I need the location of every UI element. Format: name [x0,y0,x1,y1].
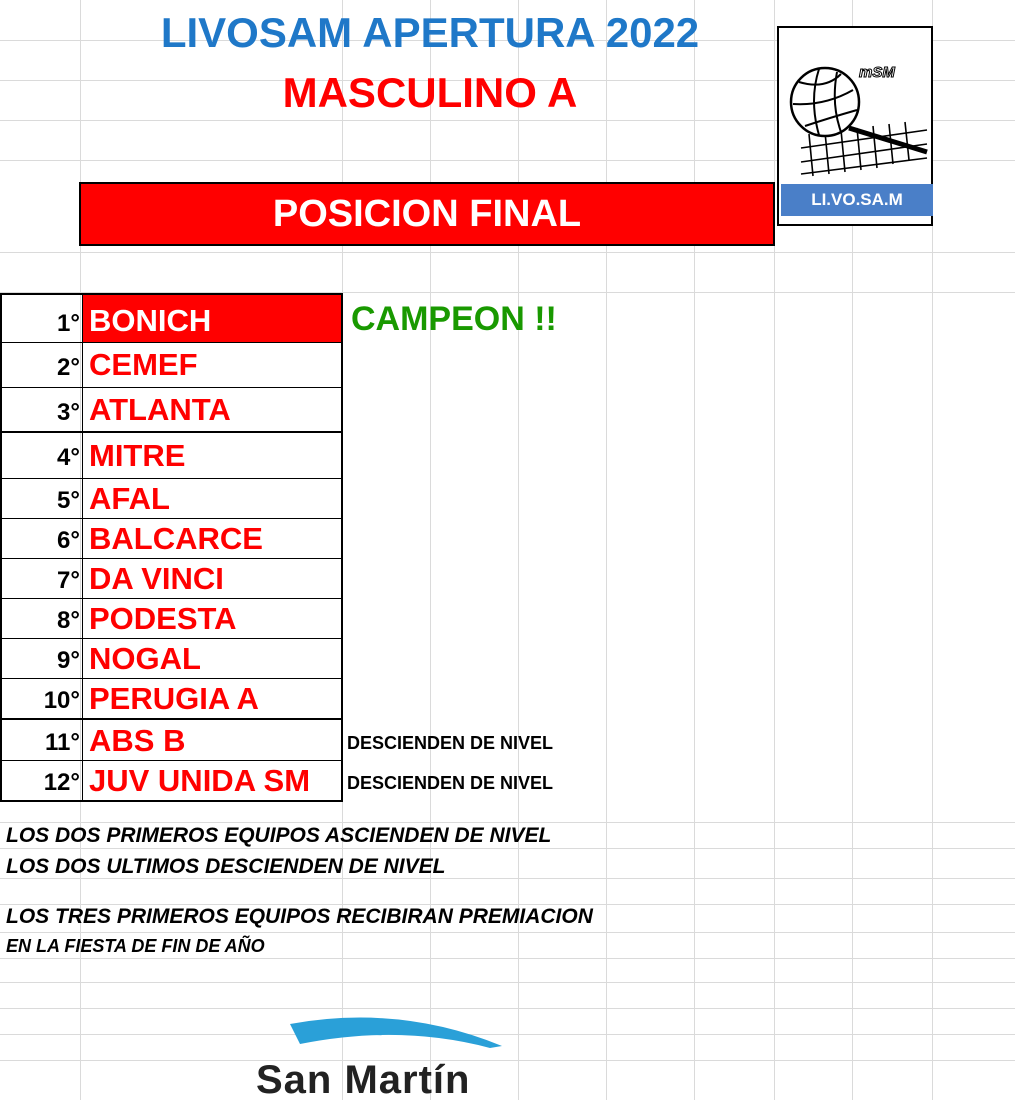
team-cell: JUV UNIDA SM [82,761,341,800]
team-cell: CEMEF [82,343,341,387]
sponsor-name: San Martín [256,1058,471,1102]
position-cell: 6° [57,527,80,554]
team-cell: PERUGIA A [82,679,341,718]
position-cell: 10° [43,687,80,714]
team-cell: DA VINCI [82,559,341,598]
rule-promotion: LOS DOS PRIMEROS EQUIPOS ASCIENDEN DE NIVEL [6,824,552,847]
team-cell: MITRE [82,433,341,478]
logo-emblem-text: mSM [859,64,895,81]
rule-awards-event: EN LA FIESTA DE FIN DE AÑO [6,936,265,956]
table-row [2,720,341,761]
position-cell: 11° [45,729,80,756]
arc-icon [250,1010,550,1060]
livosam-logo [777,26,933,226]
team-cell: BONICH [82,295,341,342]
volleyball-net-icon [779,30,931,180]
position-cell: 2° [57,354,80,381]
logo-label: LI.VO.SA.M [781,184,933,216]
table-row [2,433,341,479]
final-standings-banner: POSICION FINAL [79,182,775,246]
standings-table [0,293,343,802]
position-cell: 9° [57,647,80,674]
position-cell: 8° [57,607,80,634]
position-cell: 7° [57,567,80,594]
position-cell: 1° [57,310,80,337]
team-cell: ATLANTA [82,388,341,431]
table-row [2,479,341,519]
team-cell: PODESTA [82,599,341,638]
relegation-note-12: DESCIENDEN DE NIVEL [347,773,554,793]
table-row [2,639,341,679]
team-cell: NOGAL [82,639,341,678]
category-subtitle: MASCULINO A [282,69,578,116]
relegation-note-11: DESCIENDEN DE NIVEL [347,733,554,753]
rule-awards: LOS TRES PRIMEROS EQUIPOS RECIBIRAN PREMIACION [6,905,593,928]
table-row [2,559,341,599]
team-cell: BALCARCE [82,519,341,558]
san-martin-logo [250,1010,550,1100]
table-row [2,761,341,802]
rule-relegation: LOS DOS ULTIMOS DESCIENDEN DE NIVEL [6,855,446,878]
table-row [2,599,341,639]
position-cell: 4° [57,444,80,471]
table-row [2,679,341,720]
table-row [2,388,341,433]
team-cell: AFAL [82,479,341,518]
table-row [2,519,341,559]
table-row [2,343,341,388]
position-cell: 3° [57,399,80,426]
champion-label: CAMPEON !! [351,300,557,338]
position-cell: 12° [43,769,80,796]
position-cell: 5° [57,487,80,514]
team-cell: ABS B [82,720,341,760]
page-title: LIVOSAM APERTURA 2022 [160,9,700,56]
table-row [2,295,341,343]
